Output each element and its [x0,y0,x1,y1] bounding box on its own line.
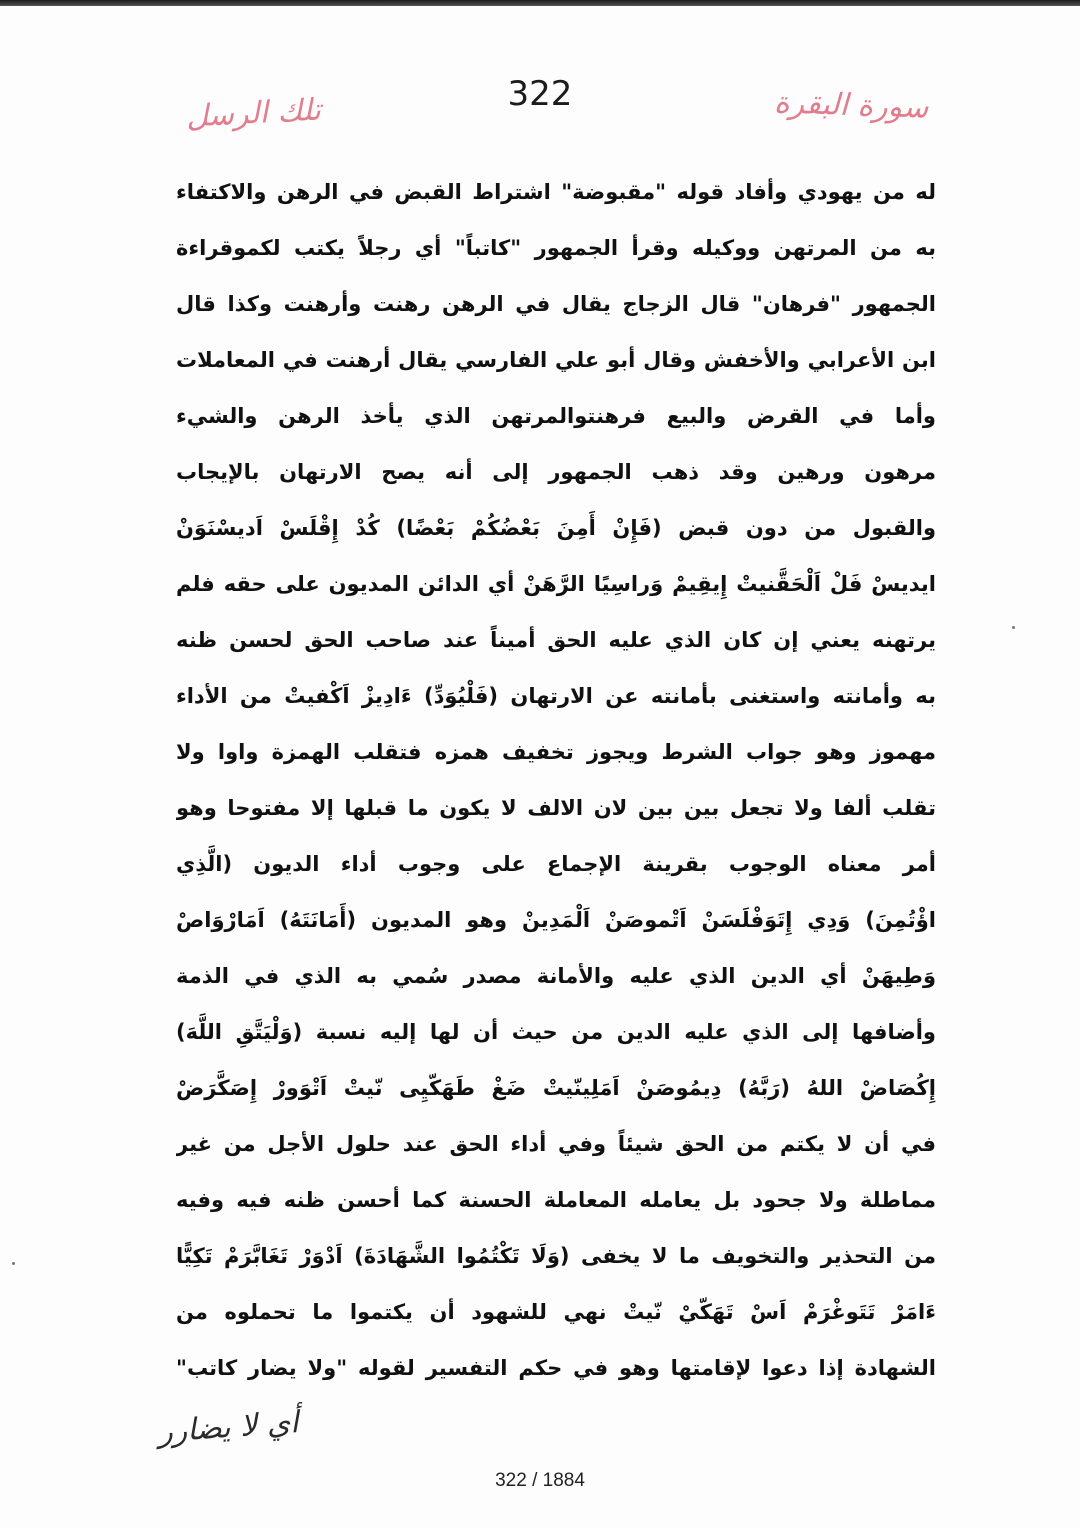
text-line: به من المرتهن ووكيله وقرأ الجمهور "كاتباً" أي رجلاً يكتب لكموقراءة [176,236,936,260]
text-line: مماطلة ولا جحود بل يعامله المعاملة الحسنة كما أحسن ظنه فيه وفيه [176,1188,936,1212]
scan-speck [1012,626,1015,629]
text-line: وأما في القرض والبيع فرهنتوالمرتهن الذي يأخذ الرهن والشيء [176,404,936,428]
page-counter: 322 / 1884 [495,1470,585,1491]
text-line: مهموز وهو جواب الشرط ويجوز تخفيف همزه فتقلب الهمزة واوا ولا [176,740,936,764]
text-line: تقلب ألفا ولا تجعل بين بين لان الالف لا يكون ما قبلها إلا مفتوحا وهو [176,796,936,820]
text-line: اؤْتُمِنَ) وَدِي إِتَوَفْلَسَنْ اَتْموصَنْ اَلْمَدِينْ وهو المديون (أَمَانَتَهُ) اَمَارْوَاصْ [176,908,936,932]
text-line: وَطِيهَنْ أي الدين الذي عليه والأمانة مصدر سُمي به الذي في الذمة [176,964,936,988]
text-line: ابن الأعرابي والأخفش وقال أبو علي الفارسي يقال أرهنت في المعاملات [176,348,936,372]
text-line: إِكُصَاضْ اللهُ (رَبَّهُ) دِيمُوصَنْ اَمَلِينّيتْ ضَغْ طَهَكّيِى نّيتْ اَتْوَورْ إِصَكَّرَضْ [176,1076,936,1100]
text-line: وأضافها إلى الذي عليه الدين من حيث أن لها إليه نسبة (وَلْيَتَّقِ اللَّهَ) [176,1020,936,1044]
scanned-page [0,6,1080,1528]
handwritten-surah-note: سورة البقرة [773,85,929,126]
text-line: به وأمانته واستغنى بأمانته عن الارتهان (فَلْيُوَدِّ) ءَادِيزْ اَكْفيتْ من الأداء [176,684,936,708]
text-line: الجمهور "فرهان" قال الزجاج يقال في الرهن رهنت وأرهنت وكذا قال [176,292,936,316]
handwritten-juz-note: تلك الرسل [185,92,322,135]
text-line: مرهون ورهين وقد ذهب الجمهور إلى أنه يصح الارتهان بالإيجاب [176,460,936,484]
text-line: الشهادة إذا دعوا لإقامتها وهو في حكم التفسير لقوله "ولا يضار كاتب" [176,1356,936,1380]
text-line: يرتهنه يعني إن كان الذي عليه الحق أميناً عند صاحب الحق لحسن ظنه [176,628,936,652]
scan-speck [12,1262,15,1265]
text-line: من التحذير والتخويف ما لا يخفى (وَلَا تَكْتُمُوا الشَّهَادَةَ) اَدْوَرْ تَغَابَّرَمْ تَكِيًّا [176,1244,936,1268]
text-line: أمر معناه الوجوب بقرينة الإجماع على وجوب أداء الديون (الَّذِي [176,852,936,876]
text-line: في أن لا يكتم من الحق شيئاً وفي أداء الحق عند حلول الأجل من غير [176,1132,936,1156]
text-line: ايديسْ فَلْ اَلْحَقَّنيتْ إِيقِيمْ وَراسِيًا الرَّهَنْ أي الدائن المديون على حقه فلم [176,572,936,596]
handwritten-margin-note: أي لا يضارر [156,1405,300,1450]
text-line: ءَامَرْ تَتَوغْرَمْ اَسْ تَهَكّيْ نّيتْ نهي للشهود أن يكتموا ما تحملوه من [176,1300,936,1324]
text-line: له من يهودي وأفاد قوله "مقبوضة" اشتراط القبض في الرهن والاكتفاء [176,180,936,204]
tafsir-body [176,164,936,1396]
page-number: 322 [507,74,573,114]
text-line: والقبول من دون قبض (فَإِنْ أَمِنَ بَعْضُكُمْ بَعْضًا) كُدْ إِقْلَسْ اَديسْنَوَنْ [176,516,936,540]
